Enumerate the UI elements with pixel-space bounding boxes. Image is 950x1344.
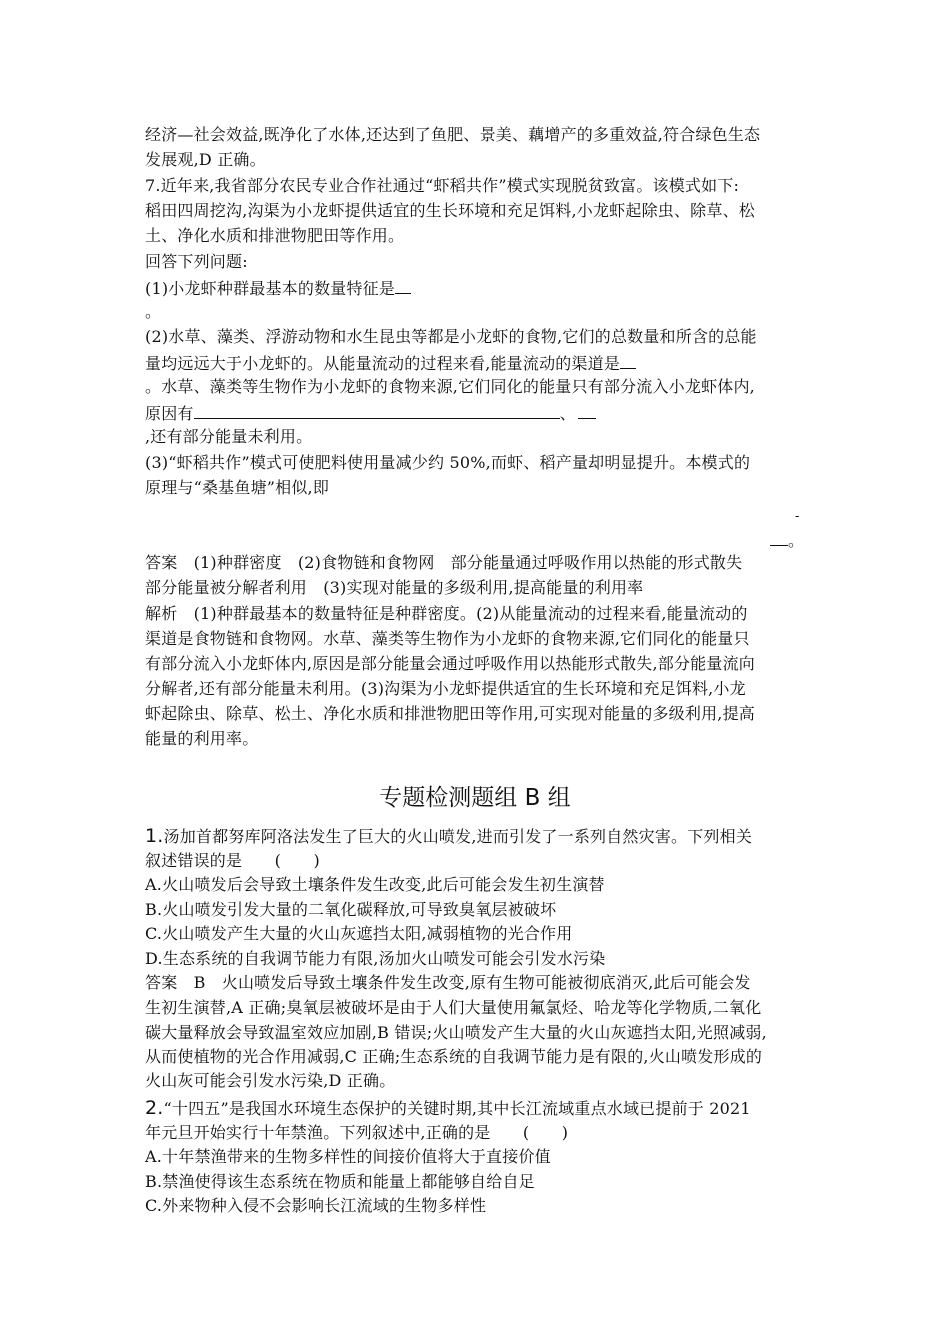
q7-part3-blank[interactable] xyxy=(770,527,788,546)
b2-option-a: A.十年禁渔带来的生物多样性的间接价值将大于直接价值 xyxy=(145,1147,551,1166)
q7-analysis-line-6: 能量的利用率。 xyxy=(145,729,259,748)
q7-part1 xyxy=(145,275,411,301)
q7-part2-blank-1[interactable] xyxy=(620,350,636,369)
b1-option-b: B.火山喷发引发大量的二氧化碳释放,可导致臭氧层被破坏 xyxy=(145,900,557,919)
q7-stem-text-1: 近年来,我省部分农民专业合作社通过“虾稻共作”模式实现脱贫致富。该模式如下: xyxy=(160,176,740,195)
q7-part2-blank-3[interactable] xyxy=(578,400,596,419)
q7-analysis-line-1: 解析 (1)种群最基本的数量特征是种群密度。(2)从能量流动的过程来看,能量流动的 xyxy=(145,604,748,623)
q7-part3-line-1: (3)“虾稻共作”模式可使肥料使用量减少约 50%,而虾、稻产量却明显提升。本模式的 xyxy=(145,453,751,472)
q7-stem-line-2: 稻田四周挖沟,沟渠为小龙虾提供适宜的生长环境和充足饵料,小龙虾起除虫、除草、松 xyxy=(145,201,755,220)
b1-stem-line-2: 叙述错误的是 ( ) xyxy=(145,851,320,870)
b1-stem-text-1: 汤加首都努库阿洛法发生了巨大的火山喷发,进而引发了一系列自然灾害。下列相关 xyxy=(163,827,753,846)
q7-stem-line-1 xyxy=(145,174,739,198)
q7-analysis-line-2: 渠道是食物链和食物网。水草、藻类等生物作为小龙虾的食物来源,它们同化的能量只 xyxy=(145,629,750,648)
q7-part3-line-2: 原理与“桑基鱼塘”相似,即 xyxy=(145,478,330,497)
q7-part2-text-4: 原因有 xyxy=(145,404,194,423)
q7-analysis-line-5: 虾起除虫、除草、松土、净化水质和排泄物肥田等作用,可实现对能量的多级利用,提高 xyxy=(145,704,755,723)
b1-answer-line-2: 生初生演替,A 正确;臭氧层被破坏是由于人们大量使用氟氯烃、哈龙等化学物质,二氧化 xyxy=(145,998,762,1017)
q7-prompt: 回答下列问题: xyxy=(145,252,248,271)
b2-stem-line-2: 年元旦开始实行十年禁渔。下列叙述中,正确的是 ( ) xyxy=(145,1123,569,1142)
q7-part2-separator: 、 xyxy=(559,404,576,423)
continued-line-2: 发展观,D 正确。 xyxy=(145,150,266,169)
q7-part2-text-2: 量均远远大于小龙虾的。从能量流动的过程来看,能量流动的渠道是 xyxy=(145,354,621,373)
q7-answer-line-2: 部分能量被分解者利用 (3)实现对能量的多级利用,提高能量的利用率 xyxy=(145,578,644,597)
q7-part2-line-2 xyxy=(145,350,636,376)
q7-stem-line-3: 土、净化水质和排泄物肥田等作用。 xyxy=(145,226,405,245)
b2-stem-line-1 xyxy=(145,1096,751,1121)
b2-option-c: C.外来物种入侵不会影响长江流域的生物多样性 xyxy=(145,1196,487,1215)
b1-answer-line-3: 碳大量释放会导致温室效应加剧,B 错误;火山喷发产生大量的火山灰遮挡太阳,光照减弱, xyxy=(145,1023,767,1042)
q7-part3-end xyxy=(770,527,804,553)
b2-option-b: B.禁渔使得该生态系统在物质和能量上都能够自给自足 xyxy=(145,1172,535,1191)
q7-part3-end-mark: 。 xyxy=(788,531,805,550)
q7-part3-dash: - xyxy=(795,509,800,524)
q7-part1-end: 。 xyxy=(145,302,162,321)
q7-part2-line-1: (2)水草、藻类、浮游动物和水生昆虫等都是小龙虾的食物,它们的总数量和所含的总能 xyxy=(145,327,757,346)
b1-answer-line-1: 答案 B 火山喷发后导致土壤条件发生改变,原有生物可能被彻底消灭,此后可能会发 xyxy=(145,973,751,992)
b1-stem-line-1 xyxy=(145,824,752,849)
continued-line-1: 经济—社会效益,既净化了水体,还达到了鱼肥、景美、藕增产的多重效益,符合绿色生态 xyxy=(145,125,761,144)
q7-answer-line-1: 答案 (1)种群密度 (2)食物链和食物网 部分能量通过呼吸作用以热能的形式散失 xyxy=(145,553,743,572)
q7-part1-text: (1)小龙虾种群最基本的数量特征是 xyxy=(145,279,396,298)
q7-part2-blank-2[interactable] xyxy=(194,400,560,419)
q7-part2-line-3: 。水草、藻类等生物作为小龙虾的食物来源,它们同化的能量只有部分流入小龙虾体内, xyxy=(145,377,755,396)
q7-part1-blank[interactable] xyxy=(395,275,411,294)
b1-answer-line-5: 火山灰可能会引发水污染,D 正确。 xyxy=(145,1071,396,1090)
b1-answer-line-4: 从而使植物的光合作用减弱,C 正确;生态系统的自我调节能力是有限的,火山喷发形成的 xyxy=(145,1047,763,1066)
q7-analysis-line-4: 分解者,还有部分能量未利用。(3)沟渠为小龙虾提供适宜的生长环境和充足饵料,小龙 xyxy=(145,679,746,698)
b1-option-c: C.火山喷发产生大量的火山灰遮挡太阳,减弱植物的光合作用 xyxy=(145,924,573,943)
q7-number: 7. xyxy=(145,176,161,195)
q7-part2-line-4 xyxy=(145,400,596,426)
section-title: 专题检测题组 B 组 xyxy=(379,785,571,811)
b1-option-d: D.生态系统的自我调节能力有限,汤加火山喷发可能会引发水污染 xyxy=(145,949,606,968)
b2-stem-text-1: “十四五”是我国水环境生态保护的关键时期,其中长江流域重点水域已提前于 2021 xyxy=(163,1099,751,1118)
q7-analysis-line-3: 有部分流入小龙虾体内,原因是部分能量会通过呼吸作用以热能形式散失,部分能量流向 xyxy=(145,654,755,673)
b2-number: 2. xyxy=(145,1097,164,1119)
b1-option-a: A.火山喷发后会导致土壤条件发生改变,此后可能会发生初生演替 xyxy=(145,875,605,894)
q7-part2-line-5: ,还有部分能量未利用。 xyxy=(145,427,313,446)
b1-number: 1. xyxy=(145,825,164,847)
